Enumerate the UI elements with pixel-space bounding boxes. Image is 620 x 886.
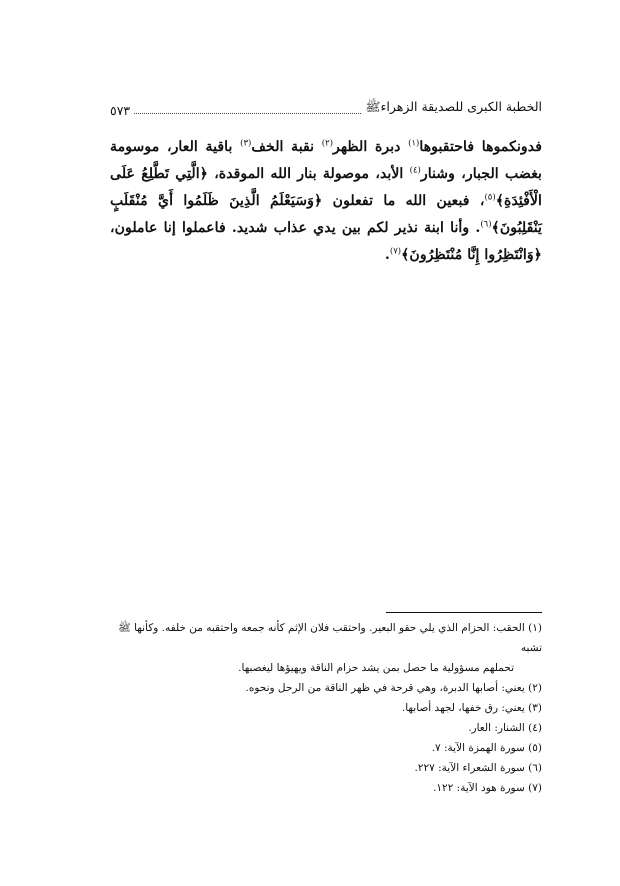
footnote-number: (٤): [528, 722, 542, 734]
page-number: ٥٧٣: [110, 103, 131, 118]
running-header: [110, 96, 542, 118]
footnote-continuation: تحملهم مسؤولية ما حصل بمن يشد حزام الناقة ويهيؤها ليغصبها.: [238, 662, 514, 674]
footnote-5: [100, 738, 542, 758]
footnote-text: الحقب: الحزام الذي يلي حقو البعير. واحتقب فلان الإثم كأنه جمعه واحتقبه من خلفه. وكأنها ﷺ تشبه: [118, 622, 542, 654]
footnote-ref-1[interactable]: (١): [408, 138, 420, 149]
header-dot-leader: [134, 113, 361, 114]
footnote-text: يعني: أصابها الدبرة، وهي قرحة في ظهر الناقة من الرحل ونحوه.: [245, 682, 525, 694]
footnote-ref-4[interactable]: (٤): [409, 165, 421, 176]
footnote-4: [100, 718, 542, 738]
footnote-text: الشنار: العار.: [468, 722, 525, 734]
footnote-number: (٧): [528, 782, 542, 794]
footnote-separator: [386, 612, 542, 613]
honorific-glyph: ﷺ: [365, 99, 381, 114]
footnote-ref-5[interactable]: (٥): [484, 192, 496, 203]
footnote-3: [100, 698, 542, 718]
footnote-text: يعني: رق خفها، لجهد أصابها.: [401, 702, 525, 714]
footnote-ref-7[interactable]: (٧): [389, 246, 402, 257]
footnote-2: [100, 678, 542, 698]
footnote-number: (٢): [528, 682, 542, 694]
footnote-7: [100, 778, 542, 798]
footnote-text: سورة الهمزة الآية: ٧.: [431, 742, 525, 754]
footnote-ref-2[interactable]: (٢): [321, 138, 334, 149]
footnote-number: (٥): [528, 742, 542, 754]
footnote-ref-6[interactable]: (٦): [480, 219, 492, 230]
footnote-6: [100, 758, 542, 778]
sermon-paragraph: فدونكموها فاحتقبوها$^{(١)}$ دبرة الظهر$^{(٢)}$ نقبة الخف$^{(٣)}$ باقية العار، موسومة بغضب الجبار، وشنار$^{(٤)}$ الأبد، موصولة بنار الله الموقدة، ﴿الَّتِي تَطَّلِعُ عَلَى الْأَفْئِدَةِ﴾$^{(٥)}$، فبعين الله ما تفعلون ﴿وَسَيَعْلَمُ الَّذِينَ ظَلَمُوا أَيَّ مُنْقَلَبٍ يَنْقَلِبُونَ﴾$^{(٦)}$. وأنا ابنة نذير لكم بين يدي عذاب شديد. فاعملوا إنا عاملون، ﴿وَانْتَظِرُوا إِنَّا مُنْتَظِرُونَ﴾$^{(٧)}$.: [110, 138, 542, 263]
footnotes-section: [100, 618, 542, 798]
footnote-number: (١): [528, 622, 542, 634]
footnote-1: [100, 618, 542, 678]
sermon-text: [110, 134, 542, 269]
footnote-text: سورة الشعراء الآية: ٢٢٧.: [414, 762, 525, 774]
footnote-text: سورة هود الآية: ١٢٢.: [433, 782, 525, 794]
header-title: الخطبة الكبرى للصديقة الزهراءﷺ: [365, 99, 542, 114]
footnote-number: (٦): [528, 762, 542, 774]
footnote-number: (٣): [528, 702, 542, 714]
footnote-ref-3[interactable]: (٣): [240, 138, 252, 149]
